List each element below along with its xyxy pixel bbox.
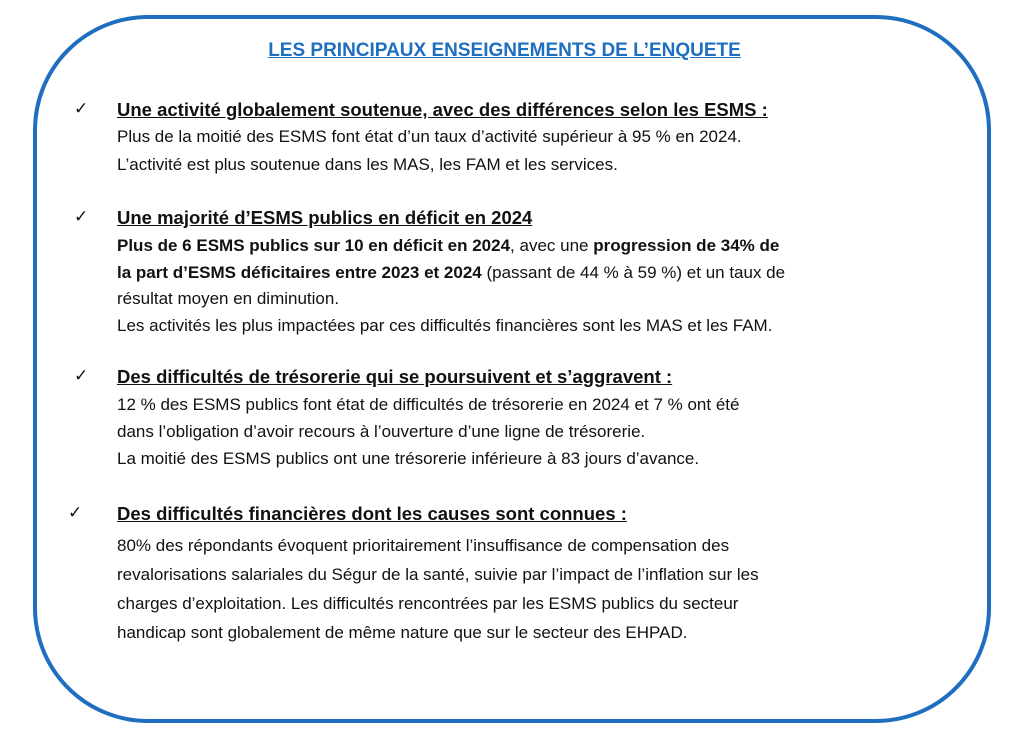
text-line: résultat moyen en diminution. [117, 289, 340, 308]
text-line: dans l’obligation d’avoir recours à l’ouverture d’une ligne de trésorerie. [117, 422, 646, 441]
text: , avec une [510, 236, 594, 255]
check-icon: ✓ [68, 503, 83, 522]
check-icon: ✓ [74, 99, 89, 118]
bold-text: progression de 34% de [593, 236, 780, 255]
page-title: LES PRINCIPAUX ENSEIGNEMENTS DE L’ENQUETE [268, 40, 741, 61]
text-line: 12 % des ESMS publics font état de difficultés de trésorerie en 2024 et 7 % ont été [117, 395, 740, 414]
check-icon: ✓ [74, 207, 89, 226]
text-line [117, 263, 785, 283]
text-line: charges d’exploitation. Les difficultés rencontrées par les ESMS publics du secteur [117, 594, 739, 613]
text-line: handicap sont globalement de même nature que sur le secteur des EHPAD. [117, 623, 688, 642]
section-heading: Des difficultés financières dont les causes sont connues : [117, 503, 627, 524]
text-line: 80% des répondants évoquent prioritairement l’insuffisance de compensation des [117, 536, 730, 555]
bold-text: la part d’ESMS déficitaires entre 2023 et 2024 [117, 263, 482, 282]
text-line: Plus de la moitié des ESMS font état d’un taux d’activité supérieur à 95 % en 2024. [117, 127, 742, 146]
text: (passant de 44 % à 59 %) et un taux de [481, 263, 786, 282]
check-icon: ✓ [74, 366, 89, 385]
text-line [117, 236, 779, 256]
text-line: revalorisations salariales du Ségur de la santé, suivie par l’impact de l’inflation sur les [117, 565, 759, 584]
text-line: La moitié des ESMS publics ont une trésorerie inférieure à 83 jours d’avance. [117, 449, 700, 468]
text-line: Les activités les plus impactées par ces difficultés financières sont les MAS et les FAM. [117, 316, 773, 335]
bold-text: Plus de 6 ESMS publics sur 10 en déficit en 2024 [117, 236, 511, 255]
section-heading: Une activité globalement soutenue, avec des différences selon les ESMS : [117, 99, 768, 120]
text-line: L’activité est plus soutenue dans les MAS, les FAM et les services. [117, 155, 618, 174]
section-heading: Une majorité d’ESMS publics en déficit en 2024 [117, 207, 533, 228]
section-heading: Des difficultés de trésorerie qui se poursuivent et s’aggravent : [117, 366, 673, 387]
